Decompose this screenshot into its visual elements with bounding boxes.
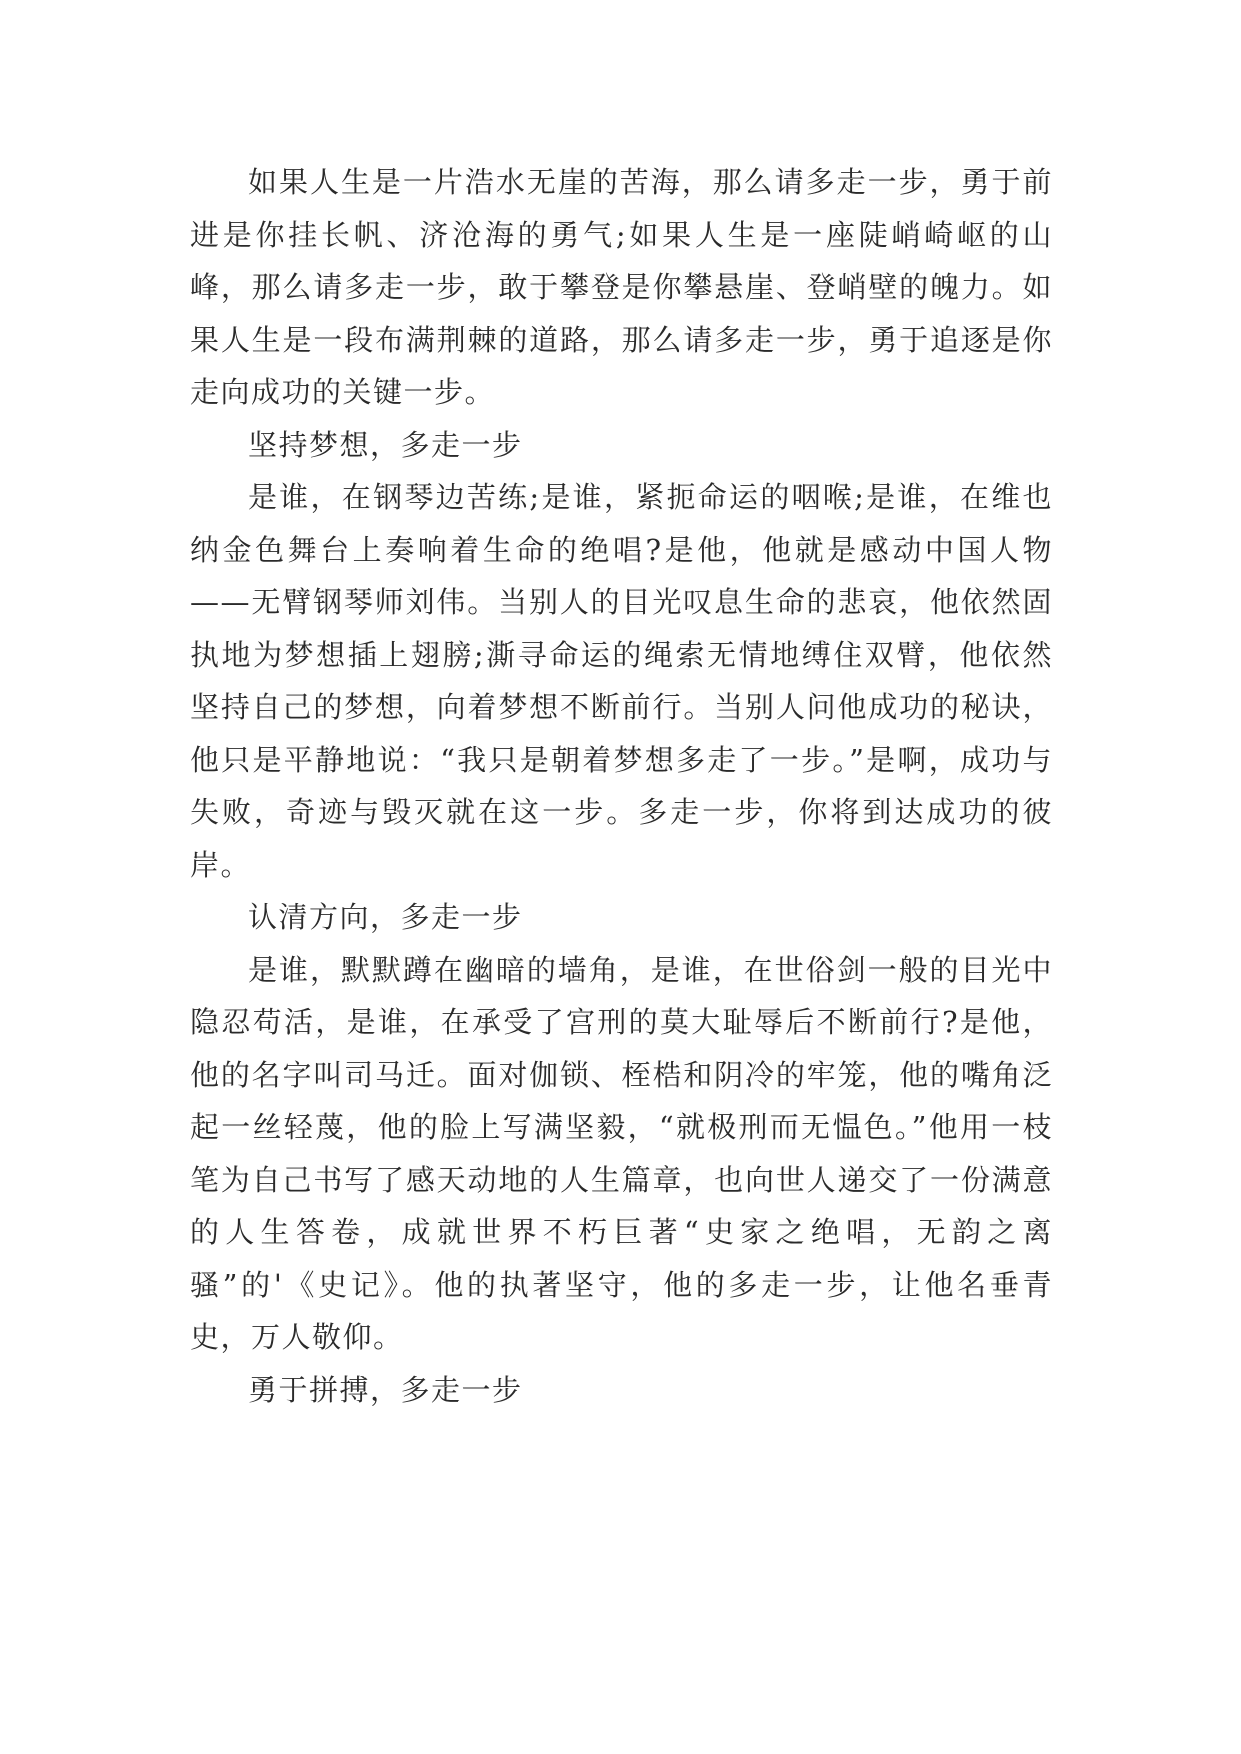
- section-heading-struggle: 勇于拼搏，多走一步: [248, 1372, 523, 1407]
- article-body: [190, 156, 1053, 1416]
- intro-paragraph: 如果人生是一片浩水无崖的苦海，那么请多走一步，勇于前进是你挂长帆、济沧海的勇气;如果人生是一座陡峭崎岖的山峰，那么请多走一步，敢于攀登是你攀悬崖、登峭壁的魄力。如果人生是一段布满荆棘的道路，那么请多走一步，勇于追逐是你走向成功的关键一步。: [190, 165, 1053, 409]
- dream-paragraph: 是谁，在钢琴边苦练;是谁，紧扼命运的咽喉;是谁，在维也纳金色舞台上奏响着生命的绝唱?是他，他就是感动中国人物——无臂钢琴师刘伟。当别人的目光叹息生命的悲哀，他依然固执地为梦想插上翅膀;澌寻命运的绳索无情地缚住双臂，他依然坚持自己的梦想，向着梦想不断前行。当别人问他成功的秘诀，他只是平静地说：“我只是朝着梦想多走了一步。”是啊，成功与失败，奇迹与毁灭就在这一步。多走一步，你将到达成功的彼岸。: [190, 480, 1053, 882]
- section-heading-dream: 坚持梦想，多走一步: [248, 427, 523, 462]
- section-heading-direction: 认清方向，多走一步: [248, 900, 523, 934]
- direction-paragraph: 是谁，默默蹲在幽暗的墙角，是谁，在世俗剑一般的目光中隐忍苟活，是谁，在承受了宫刑的莫大耻辱后不断前行?是他，他的名字叫司马迁。面对伽锁、桎梏和阴冷的牢笼，他的嘴角泛起一丝轻蔑，他的脸上写满坚毅，“就极刑而无愠色。”他用一枝笔为自己书写了感天动地的人生篇章，也向世人递交了一份满意的人生答卷，成就世界不朽巨著“史家之绝唱，无韵之离骚”的'《史记》。他的执著坚守，他的多走一步，让他名垂青史，万人敬仰。: [190, 952, 1053, 1354]
